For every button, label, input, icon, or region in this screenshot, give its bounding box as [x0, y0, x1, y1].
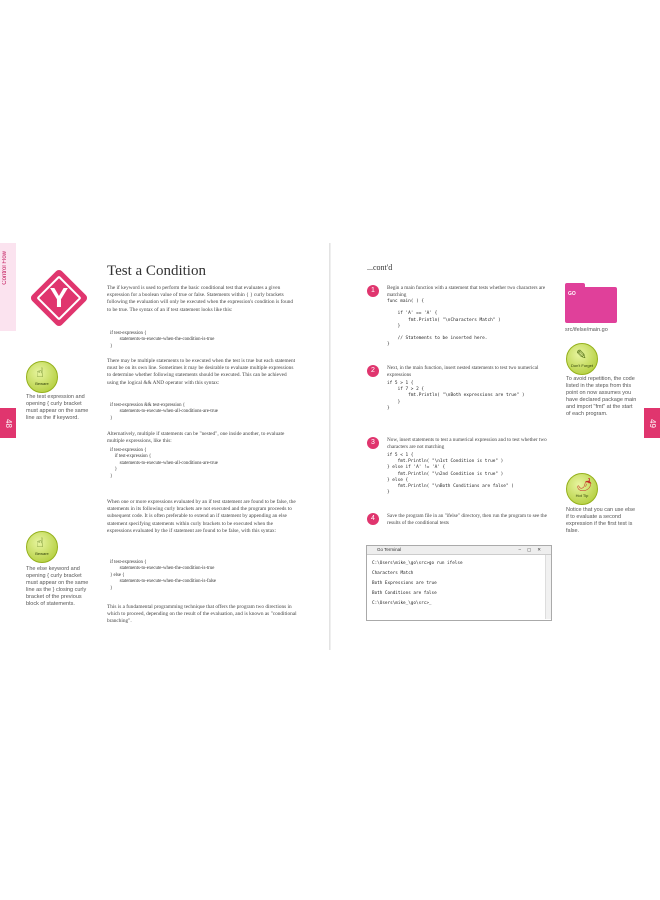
- step-3-number: 3: [367, 437, 379, 449]
- hot-tip-badge-icon: 🌶 Hot Tip: [566, 473, 598, 505]
- terminal-title: Go Terminal: [377, 547, 402, 552]
- terminal-titlebar: [367, 546, 551, 555]
- page-number-left: 48: [0, 408, 16, 438]
- terminal-scrollbar[interactable]: [545, 555, 551, 619]
- code-step-1: func main( ) { if 'A' == 'A' { fmt.Println( "\nCharacters Match" ) } // Statements to be inserted here. }: [387, 299, 501, 348]
- code-block-2: if test-expression && test-expression { statements-to-execute-when-all-conditions-are-true }: [110, 403, 218, 421]
- side-note-2: The else keyword and opening { curly bracket must appear on the same line as the } closing curly bracket of the previous block of statements.: [26, 566, 89, 607]
- step-1-number: 1: [367, 285, 379, 297]
- go-logo: GO: [568, 291, 576, 297]
- beware-badge-icon-2: ☝ Beware: [26, 531, 58, 563]
- book-spread: [0, 243, 660, 650]
- window-controls-icon[interactable]: –▢✕: [518, 547, 547, 552]
- section-tab: [0, 243, 16, 331]
- step-1-text: Begin a main function with a statement that tests whether two characters are matching: [387, 285, 546, 298]
- step-2-text: Next, in the main function, insert nested statements to test two numerical expressions: [387, 365, 539, 378]
- paragraph-3: Alternatively, multiple if statements can be "nested", one inside another, to evaluate multiple expressions, like this:: [107, 431, 285, 445]
- side-note-1: The test expression and opening { curly bracket must appear on the same line as the if keyword.: [26, 394, 89, 421]
- code-block-1: if test-expression { statements-to-execute-when-the-condition-is-true }: [110, 331, 215, 349]
- dont-forget-badge-icon: ✎ Don't Forget: [566, 343, 598, 375]
- folder-caption: src/ifelse/main.go: [565, 327, 608, 333]
- step-3-text: Now, insert statements to test a numerical expression and to test whether two characters are not matching: [387, 437, 547, 450]
- paragraph-4: When one or more expressions evaluated by an if test statement are found to be false, the statements in its following curly brackets are not executed and the program proceeds to subsequent code. It is often preferable to extend an if statement by appending an else statement specifying statements within curly brackets to be executed when the expressions evaluated by the if statement are found to be false, with this syntax:: [107, 499, 296, 534]
- yield-sign-letter: Y: [49, 282, 69, 313]
- page-number-right: 49: [644, 408, 660, 438]
- terminal-window: [366, 545, 552, 621]
- paragraph-1: The if keyword is used to perform the basic conditional test that evaluates a given expression for a boolean value of true or false. Statements within { } curly brackets following the evaluation will only be executed when the expression's condition is found to be true. The syntax of an if test statement looks like this:: [107, 285, 294, 313]
- section-tab-label: Control Flow: [2, 251, 8, 285]
- step-4-text: Save the program file in an "ifelse" directory, then run the program to see the results of the conditional tests: [387, 513, 547, 526]
- step-2-number: 2: [367, 365, 379, 377]
- paragraph-2: There may be multiple statements to be executed when the test is true but each statement must be on its own line. Sometimes it may be desirable to evaluate multiple expressions to determine whether following statements should be executed. This can be achieved using the logical && AND operator with this syntax:: [107, 358, 296, 386]
- terminal-output: C:\Users\mike_\go\src>go run ifelse Characters Match Both Expressions are true Both Conditions are false C:\Users\mike_\go\src>_: [372, 561, 463, 606]
- continued-heading: ...cont'd: [367, 263, 393, 272]
- code-block-4: if test-expression { statements-to-execute-when-the-condition-is-true } else { statements-to-execute-when-the-condition-is-false }: [110, 560, 217, 591]
- code-block-3: if test-expression { if test-expression { statements-to-execute-when-all-conditions-are-true } }: [110, 448, 218, 479]
- page-gutter: [329, 243, 331, 650]
- code-step-2: if 5 > 1 { if 7 > 2 { fmt.Println( "\nBoth expressions are true" ) } }: [387, 381, 525, 411]
- beware-badge-icon: ☝ Beware: [26, 361, 58, 393]
- paragraph-5: This is a fundamental programming technique that offers the program two directions in which to proceed, depending on the result of the evaluation, and is known as "conditional branching".: [107, 604, 297, 625]
- page-title: Test a Condition: [107, 263, 206, 279]
- code-step-3: if 5 < 1 { fmt.Println( "\n1st Condition is true" ) } else if 'A' != 'A' { fmt.Println( "\n2nd Condition is true" ) } else { fmt.Println( "\nBoth Conditions are false" ) }: [387, 453, 514, 496]
- right-side-note-2: Notice that you can use else if to evaluate a second expression if the first test is false.: [566, 507, 636, 534]
- step-4-number: 4: [367, 513, 379, 525]
- right-side-note-1: To avoid repetition, the code listed in the steps from this point on now assumes you have declared package main and import "fmt" at the start of each program.: [566, 376, 637, 417]
